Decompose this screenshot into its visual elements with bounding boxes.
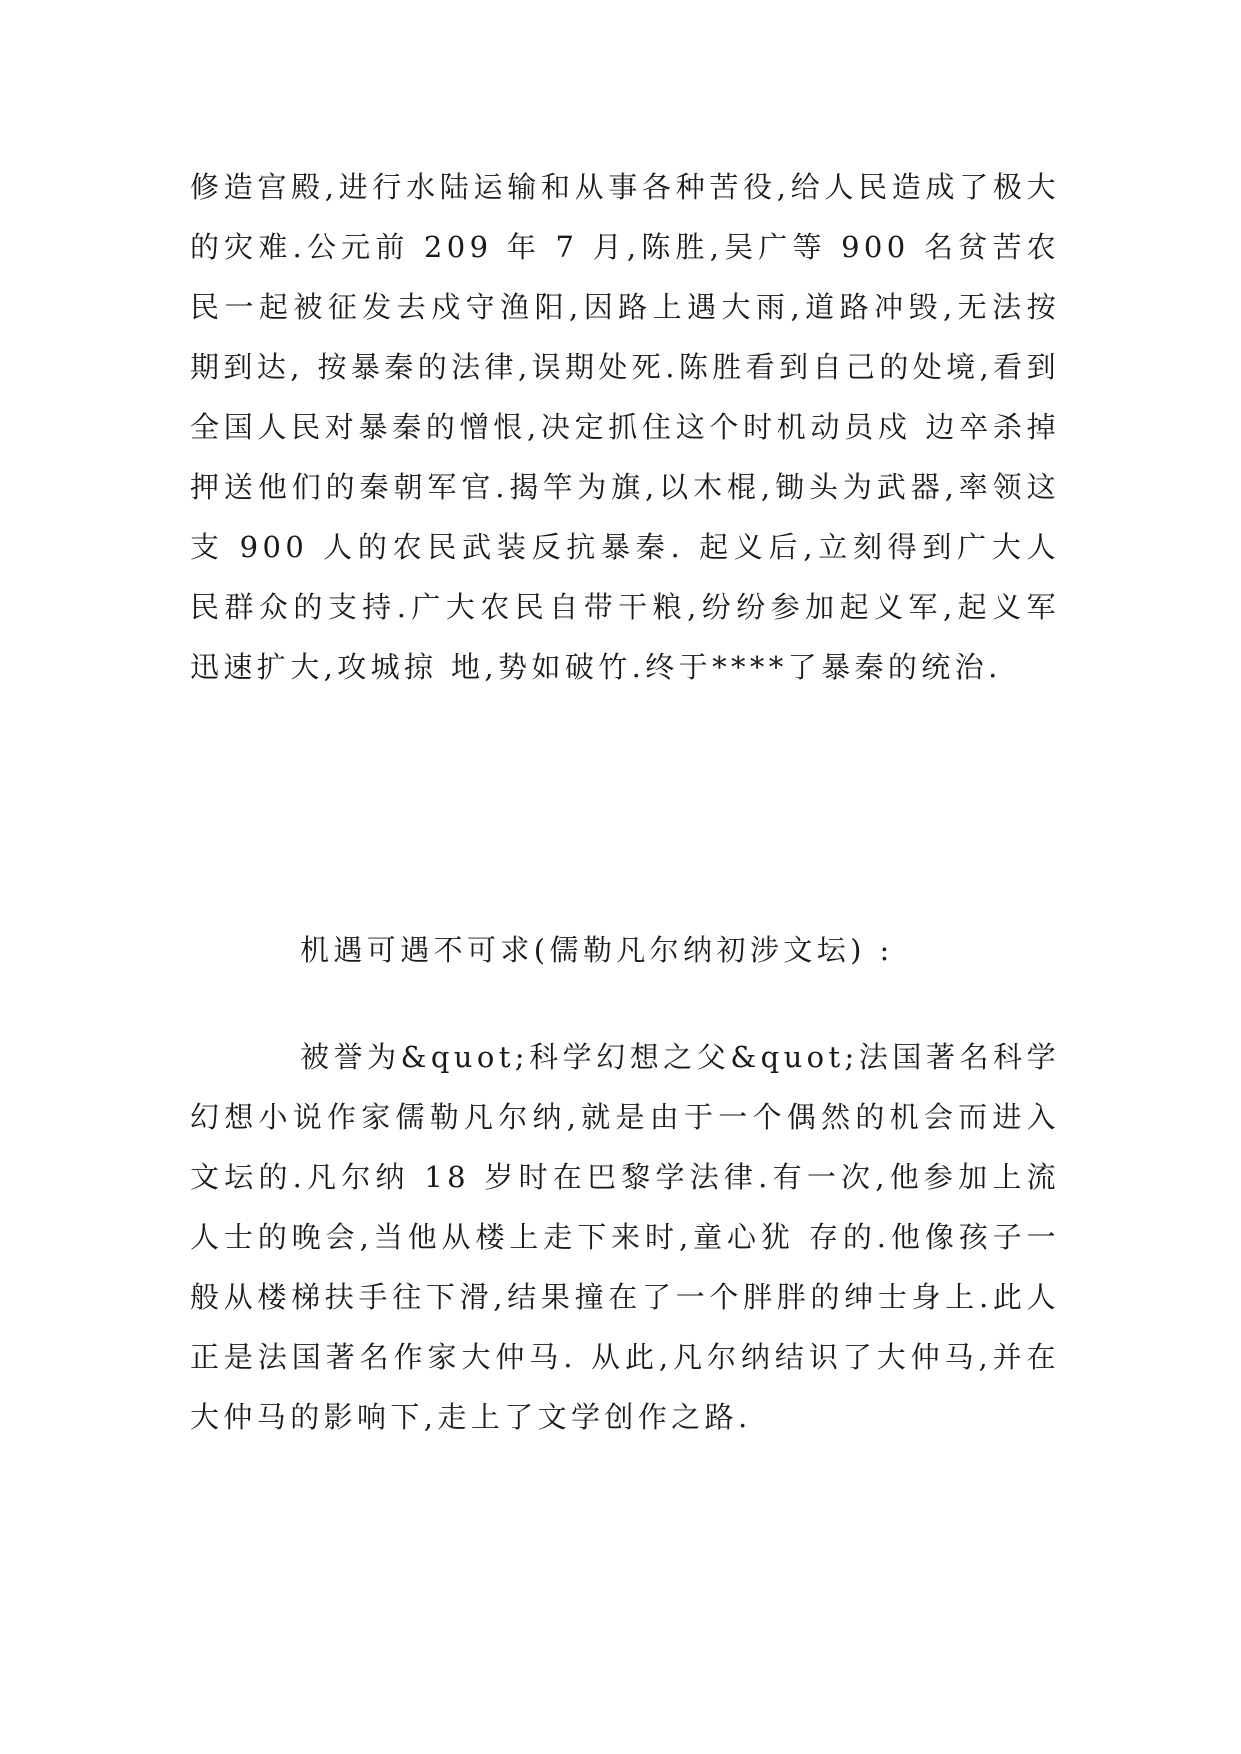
section-heading: 机遇可遇不可求(儒勒凡尔纳初涉文坛) :	[300, 933, 894, 967]
body-paragraph-jules-verne: 被誉为&quot;科学幻想之父&quot;法国著名科学幻想小说作家儒勒凡尔纳,就是由于一个偶然的机会而进入文坛的.凡尔纳 18 岁时在巴黎学法律.有一次,他参加上流人士的晚会,当他从楼上走下来时,童心犹 存的.他像孩子一般从楼梯扶手往下滑,结果撞在了一个胖胖的绅士身上.此人正是法国著名作家大仲马. 从此,凡尔纳结识了大仲马,并在大仲马的影响下,走上了文学创作之路.	[190, 1040, 1060, 1434]
body-paragraph-chen-sheng: 修造宫殿,进行水陆运输和从事各种苦役,给人民造成了极大的灾难.公元前 209 年 7 月,陈胜,吴广等 900 名贫苦农民一起被征发去戍守渔阳,因路上遇大雨,道路冲毁,无法按期到达, 按暴秦的法律,误期处死.陈胜看到自己的处境,看到全国人民对暴秦的憎恨,决定抓住这个时机动员戍 边卒杀掉押送他们的秦朝军官.揭竿为旗,以木棍,锄头为武器,率领这支 900 人的农民武装反抗暴秦. 起义后,立刻得到广大人民群众的支持.广大农民自带干粮,纷纷参加起义军,起义军迅速扩大,攻城掠 地,势如破竹.终于****了暴秦的统治.	[190, 170, 1060, 684]
